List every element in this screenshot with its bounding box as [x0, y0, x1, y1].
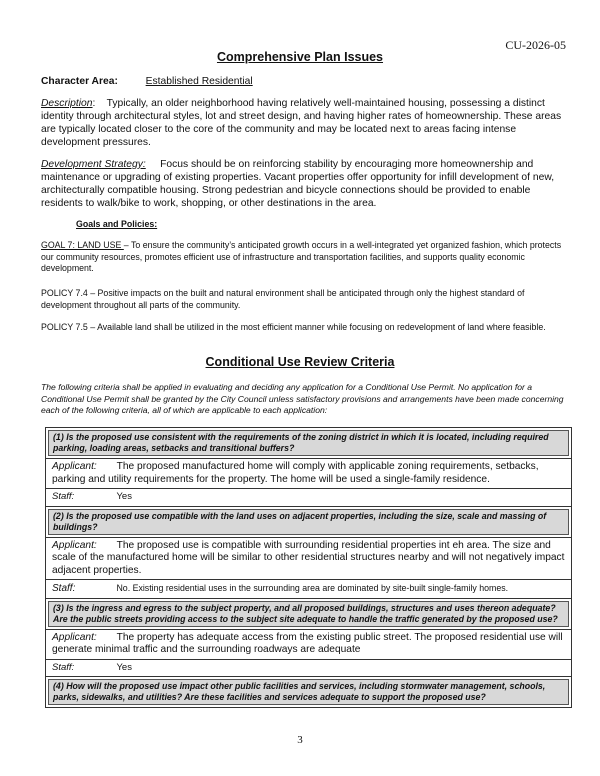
goal-7	[41, 240, 566, 275]
criterion-question: (4) How will the proposed use impact other public facilities and services, including stormwater management, schools, parks, sidewalks, and utilities? Are these facilities and services adequate to support the proposed use?	[48, 679, 569, 705]
policy-7-5: POLICY 7.5 – Available land shall be utilized in the most efficient manner while focusing on redevelopment of land where feasible.	[41, 322, 546, 332]
case-number: CU-2026-05	[505, 38, 566, 52]
development-strategy-paragraph	[41, 158, 566, 210]
character-area-value: Established Residential	[145, 76, 253, 87]
description-paragraph: Description: Typically, an older neighborhood having relatively well-maintained housing, possessing a distinct identity through architectural styles, lot and street design, and having higher rates of homeownership. These areas are typically located closer to the core of the community and may be located next to areas facing intense development pressures.	[41, 98, 562, 148]
criterion-4	[46, 676, 571, 705]
applicant-label: Applicant:	[52, 461, 97, 472]
development-strategy-label: Development Strategy:	[41, 159, 146, 170]
criteria-intro: The following criteria shall be applied in evaluating and deciding any application for a Conditional Use Permit. No application for a Conditional Use Permit shall be granted by the City Council unless satisfactory provisions and arrangements have been made concerning each of the following criteria, all of which are applicable to each application:	[41, 382, 564, 416]
criterion-3	[46, 598, 571, 677]
criterion-question: (2) Is the proposed use compatible with the land uses on adjacent properties, including the size, scale and massing of buildings?	[48, 509, 569, 535]
staff-response: No. Existing residential uses in the surrounding area are dominated by site-built single-family homes.	[116, 583, 509, 593]
staff-label: Staff:	[52, 661, 75, 673]
criterion-applicant	[46, 537, 571, 580]
criterion-staff	[46, 579, 571, 598]
staff-label: Staff:	[52, 583, 76, 594]
criterion-2	[46, 506, 571, 598]
criterion-1	[46, 430, 571, 506]
applicant-label: Applicant:	[52, 539, 97, 551]
staff-label: Staff:	[52, 491, 75, 502]
criterion-applicant	[46, 458, 571, 488]
applicant-response: The proposed use is compatible with surrounding residential properties int eh area. The size and scale of the manufactured home will be similar to other residential structures nearby and will not negatively impact adjacent properties.	[52, 539, 565, 576]
goal-7-text: – To ensure the community’s anticipated growth occurs in a well-integrated yet organized fashion, which protects our community resources, promotes efficient use of infrastructure and transportation facilities, and supports quality economic development.	[41, 240, 562, 273]
goal-7-label: GOAL 7: LAND USE	[41, 240, 124, 250]
applicant-label: Applicant:	[52, 631, 97, 643]
goals-heading: Goals and Policies:	[76, 219, 158, 229]
criteria-title: Conditional Use Review Criteria	[205, 355, 395, 369]
page-number: 3	[297, 734, 303, 746]
criterion-applicant	[46, 629, 571, 659]
development-strategy-text: Focus should be on reinforcing stability by encouraging more homeownership and maintenance or upgrading of existing properties. Vacant properties offer opportunity for infill development of new, architecturally compatible housing. Strong pedestrian and bicycle connections should be provided to enable residents to walk/bike to work, shopping, or other destinations in the area.	[41, 159, 555, 209]
page-title: Comprehensive Plan Issues	[216, 50, 384, 64]
staff-response: Yes	[116, 491, 132, 502]
criterion-question: (3) Is the ingress and egress to the subject property, and all proposed buildings, structures and uses thereon adequate? Are the public streets providing access to the subject site adequate to handle the traffic generated by the proposed use?	[48, 601, 569, 627]
criterion-staff	[46, 488, 571, 506]
staff-response: Yes	[116, 661, 132, 673]
policy-7-4: POLICY 7.4 – Positive impacts on the built and natural environment shall be anticipated through only the highest standard of development throughout all parts of the community.	[41, 288, 525, 310]
criterion-question: (1) Is the proposed use consistent with the requirements of the zoning district in which it is located, including required parking, loading areas, setbacks and transitional buffers?	[48, 430, 569, 456]
criterion-staff	[46, 659, 571, 677]
character-area: Character Area: Established Residential	[41, 76, 253, 87]
description-label: Description	[41, 98, 93, 109]
description-text: Typically, an older neighborhood having relatively well-maintained housing, possessing a distinct identity through architectural styles, lot and street design, and having higher rates of homeownership. These areas are typically located closer to the core of the community and may be located next to areas facing intense development pressures.	[41, 98, 562, 148]
applicant-response: The property has adequate access from the existing public street. The proposed residential use will generate minimal traffic and the surrounding roadways are adequate	[52, 631, 563, 655]
applicant-response: The proposed manufactured home will comply with applicable zoning requirements, setbacks, parking and utility requirements for the property. The home will be used a single-family residence.	[52, 461, 539, 485]
character-area-label: Character Area	[41, 76, 115, 87]
criteria-table	[45, 427, 572, 708]
